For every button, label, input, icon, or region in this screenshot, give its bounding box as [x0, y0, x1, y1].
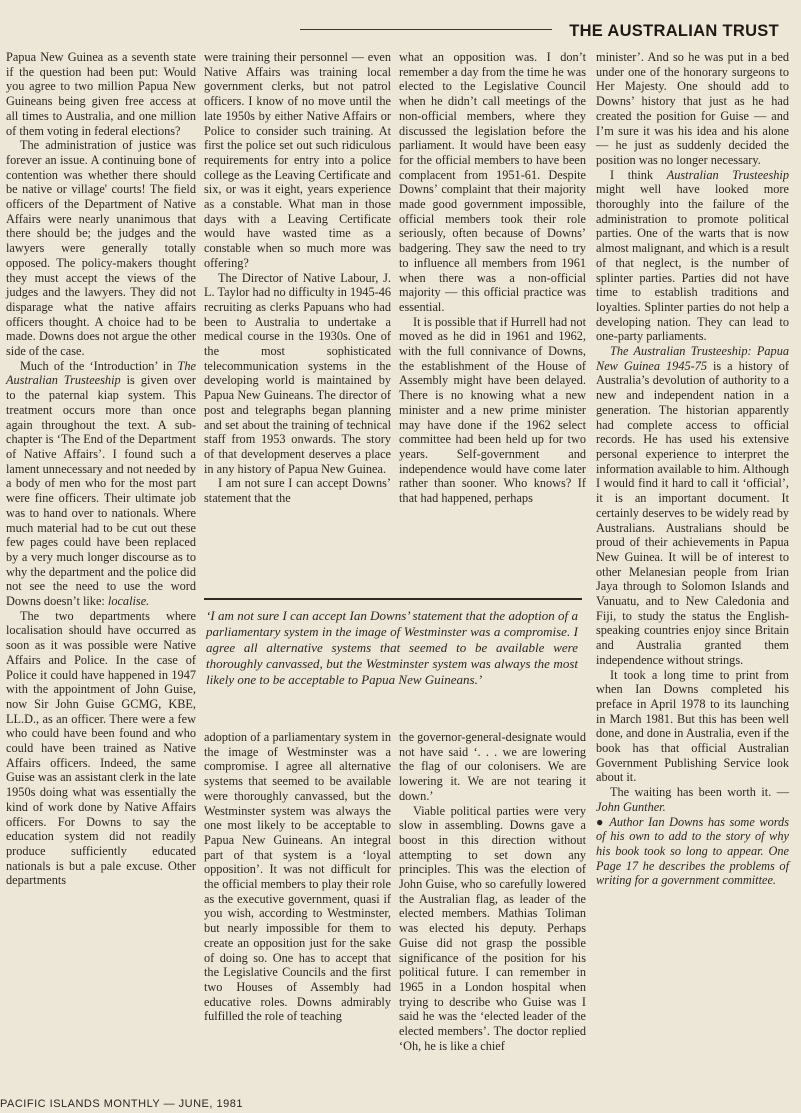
paragraph: Much of the ‘Introduction’ in The Australian Trusteeship is given over to the paternal kiap system. This treatment occurs more than once again throughout the text. A sub-chapter is ‘The End of the Department of Native Affairs’. I found such a lament unnecessary and not needed by a body of men who for the most part were fine officers. Their ultimate job was to hand over to nationals. Where much material had to be cut out these few pages could have been replaced by a very much longer discourse as to why the department and the police did not see the need to use the word Downs doesn’t like: localise.: [6, 358, 196, 609]
column-2: [204, 50, 391, 506]
bullet-icon: ●: [596, 814, 605, 829]
signoff: The waiting has been worth it. — John Gunther.: [596, 785, 789, 814]
paragraph: the governor-general-designate would not have said ‘. . . we are lowering the flag of our colonisers. We are lowering it. We are not tearing it down.’: [399, 730, 586, 803]
column-2-continued: [204, 730, 391, 1024]
pull-quote: [204, 598, 586, 688]
paragraph: The administration of justice was forever an issue. A continuing bone of contention was whether there should be native or village' courts! The field officers of the Department of Native Affairs were nearly unanimous that there should be; the judges and the lawyers were generally totally opposed. The policy-makers thought they must accept the views of the judges and the lawyers. They did not disparage what the native affairs officers thought. A choice had to be made. Downs does not argue the other side of the case.: [6, 138, 196, 359]
paragraph: The two departments where localisation should have occurred as soon as it was possible were Native Affairs and Police. In the case of Police it could have happened in 1947 with the appointment of John Guise, now Sir John Guise GCMG, KBE, LL.D., as an officer. There were a few who could have been found and who could have been trained as Native Affairs officers. Indeed, the same Guise was an assistant clerk in the late 1950s doing what was essentially the kind of work done by Native Affairs officers. For Downs to say the education system did not readily produce sufficiently educated nationals is but a pale excuse. Other departments: [6, 608, 196, 888]
book-title: The Australian Trusteeship: [6, 358, 196, 388]
column-4: [596, 50, 789, 888]
paragraph: adoption of a parliamentary system in the image of Westminster was a compromise. I agree all alternative systems that seemed to be available were thoroughly canvassed, but the Westminster system was always the one most likely to be acceptable to Papua New Guineans. An integral part of that system is a ‘loyal opposition’. It was not difficult for the official members to play their role as the executive government, quasi if you wish, according to Westminster, but nearly impossible for them to create an opposition just for the sake of doing so. One has to accept that the Legislative Councils and the first two Houses of Assembly had educative roles. Downs admirably fulfilled the role of teaching: [204, 730, 391, 1024]
paragraph: what an opposition was. I don’t remember a day from the time he was elected to the Legislative Council when he didn’t call meetings of the non-official members, where they discussed the legislation before the parliament. It would have been easy for the official members to have been complacent from 1951-61. Despite Downs’ complaint that their majority made good government impossible, official members took their role seriously, often because of Downs’ badgering. They saw the need to try to influence all members from 1961 when there was a non-official majority — this official practice was essential.: [399, 50, 586, 314]
column-1: [6, 50, 196, 888]
paragraph: minister’. And so he was put in a bed under one of the honorary surgeons to Her Majesty. One should add to Downs’ history that just as he had created the position for Guise — and I’m sure it was his idea and his alone — he just as suddenly decided the position was no longer necessary.: [596, 50, 789, 167]
paragraph: were training their personnel — even Native Affairs was training local government clerks, but not patrol officers. I know of no move until the late 1950s by either Native Affairs or Police to consider such training. At first the police set out such ridiculous requirements for entry into a police college as the Leaving Certificate and six, or was it eight, years experience as a constable. What man in those days with a Leaving Certificate would have wasted time as a constable when so much more was offering?: [204, 50, 391, 270]
running-header: THE AUSTRALIAN TRUST: [569, 22, 779, 40]
paragraph: The Director of Native Labour, J. L. Taylor had no difficulty in 1945-46 recruiting as clerks Papuans who had been to Australia to undertake a medical course in the 1930s. One of the most sophisticated telecommunication systems in the developing world is maintained by Papua New Guineans. The director of post and telegraphs began planning and set about the training of technical staff from 1953 onwards. The story of that development deserves a place in any history of Papua New Guinea.: [204, 270, 391, 476]
paragraph: I am not sure I can accept Downs’ statement that the: [204, 476, 391, 506]
paragraph: I think Australian Trusteeship might well have looked more thoroughly into the failure of the administration to promote political parties. One of the warts that is now almost malignant, and which is a result of that neglect, is the number of splinter parties. Parties did not have time to establish traditions and loyalties. Splinter parties do not help a developing nation. They can lead to one-party parliaments.: [596, 167, 789, 344]
pull-quote-rule: [204, 598, 582, 600]
author-note: ● Author Ian Downs has some words of his own to add to the story of why his book took so long to appear. One Page 17 he describes the problems of writing for a government committee.: [596, 814, 789, 888]
paragraph: The Australian Trusteeship: Papua New Guinea 1945-75 is a history of Australia’s devolution of authority to a new and independent nation in a generation. The historian apparently had complete access to official records. He has used his extensive personal experience to interpret the information available to him. Although I would find it hard to call it ‘official’, it is an important document. It certainly deserves to be widely read by Australians. Australians should be proud of their achievements in Papua New Guinea. It will be of interest to other Melanesian people from Irian Jaya through to Solomon Islands and Vanuatu, and to New Caledonia and Fiji, to study the status the English-speaking countries enjoy since Britain and Australia granted them independence without strings.: [596, 344, 789, 667]
book-title: Australian Trusteeship: [666, 167, 789, 182]
column-3-continued: [399, 730, 586, 1053]
pull-quote-text: ‘I am not sure I can accept Ian Downs’ statement that the adoption of a parliamentary system in the image of Westminster was a compromise. I agree all alternative systems that seemed to be available were thoroughly canvassed, but the Westminster system was always the most likely one to be acceptable to Papua New Guineans.’: [206, 608, 578, 687]
paragraph: Papua New Guinea as a seventh state if the question had been put: Would you agree to two million Papua New Guineans being given free access at all times to Australia, and one million of them voting in federal elections?: [6, 50, 196, 138]
column-3: [399, 50, 586, 596]
header-rule: [300, 29, 552, 30]
book-title: The Australian Trusteeship: Papua New Guinea 1945-75: [596, 344, 789, 373]
paragraph: It is possible that if Hurrell had not moved as he did in 1961 and 1962, with the full connivance of Downs, the establishment of the House of Assembly might have been delayed. There is no knowing what a new minister and a new prime minister may have done if the 1962 select committee had been held up for two years. Self-government and independence would have come later rather than sooner. Who knows? If that had happened, perhaps: [399, 314, 586, 506]
paragraph: Viable political parties were very slow in assembling. Downs gave a boost in this direction without attempting to set down any principles. This was the election of John Guise, who so carefully lowered the Australian flag, as leader of the elected members. Mathias Toliman was elected his deputy. Perhaps Guise did not grasp the possible significance of the position for his political future. I can remember in 1965 in a London hospital when trying to describe who Guise was I said he was the ‘elected leader of the elected members’. The doctor replied ‘Oh, he is like a chief: [399, 803, 586, 1053]
paragraph: It took a long time to print from when Ian Downs completed his preface in April 1978 to its launching in March 1981. But this has been well done, and done in Australia, even if the book has that official Australian Government Publishing Service look about it.: [596, 667, 789, 785]
author-name: John Gunther.: [596, 799, 666, 814]
page-footer: PACIFIC ISLANDS MONTHLY — JUNE, 1981: [0, 1098, 243, 1110]
